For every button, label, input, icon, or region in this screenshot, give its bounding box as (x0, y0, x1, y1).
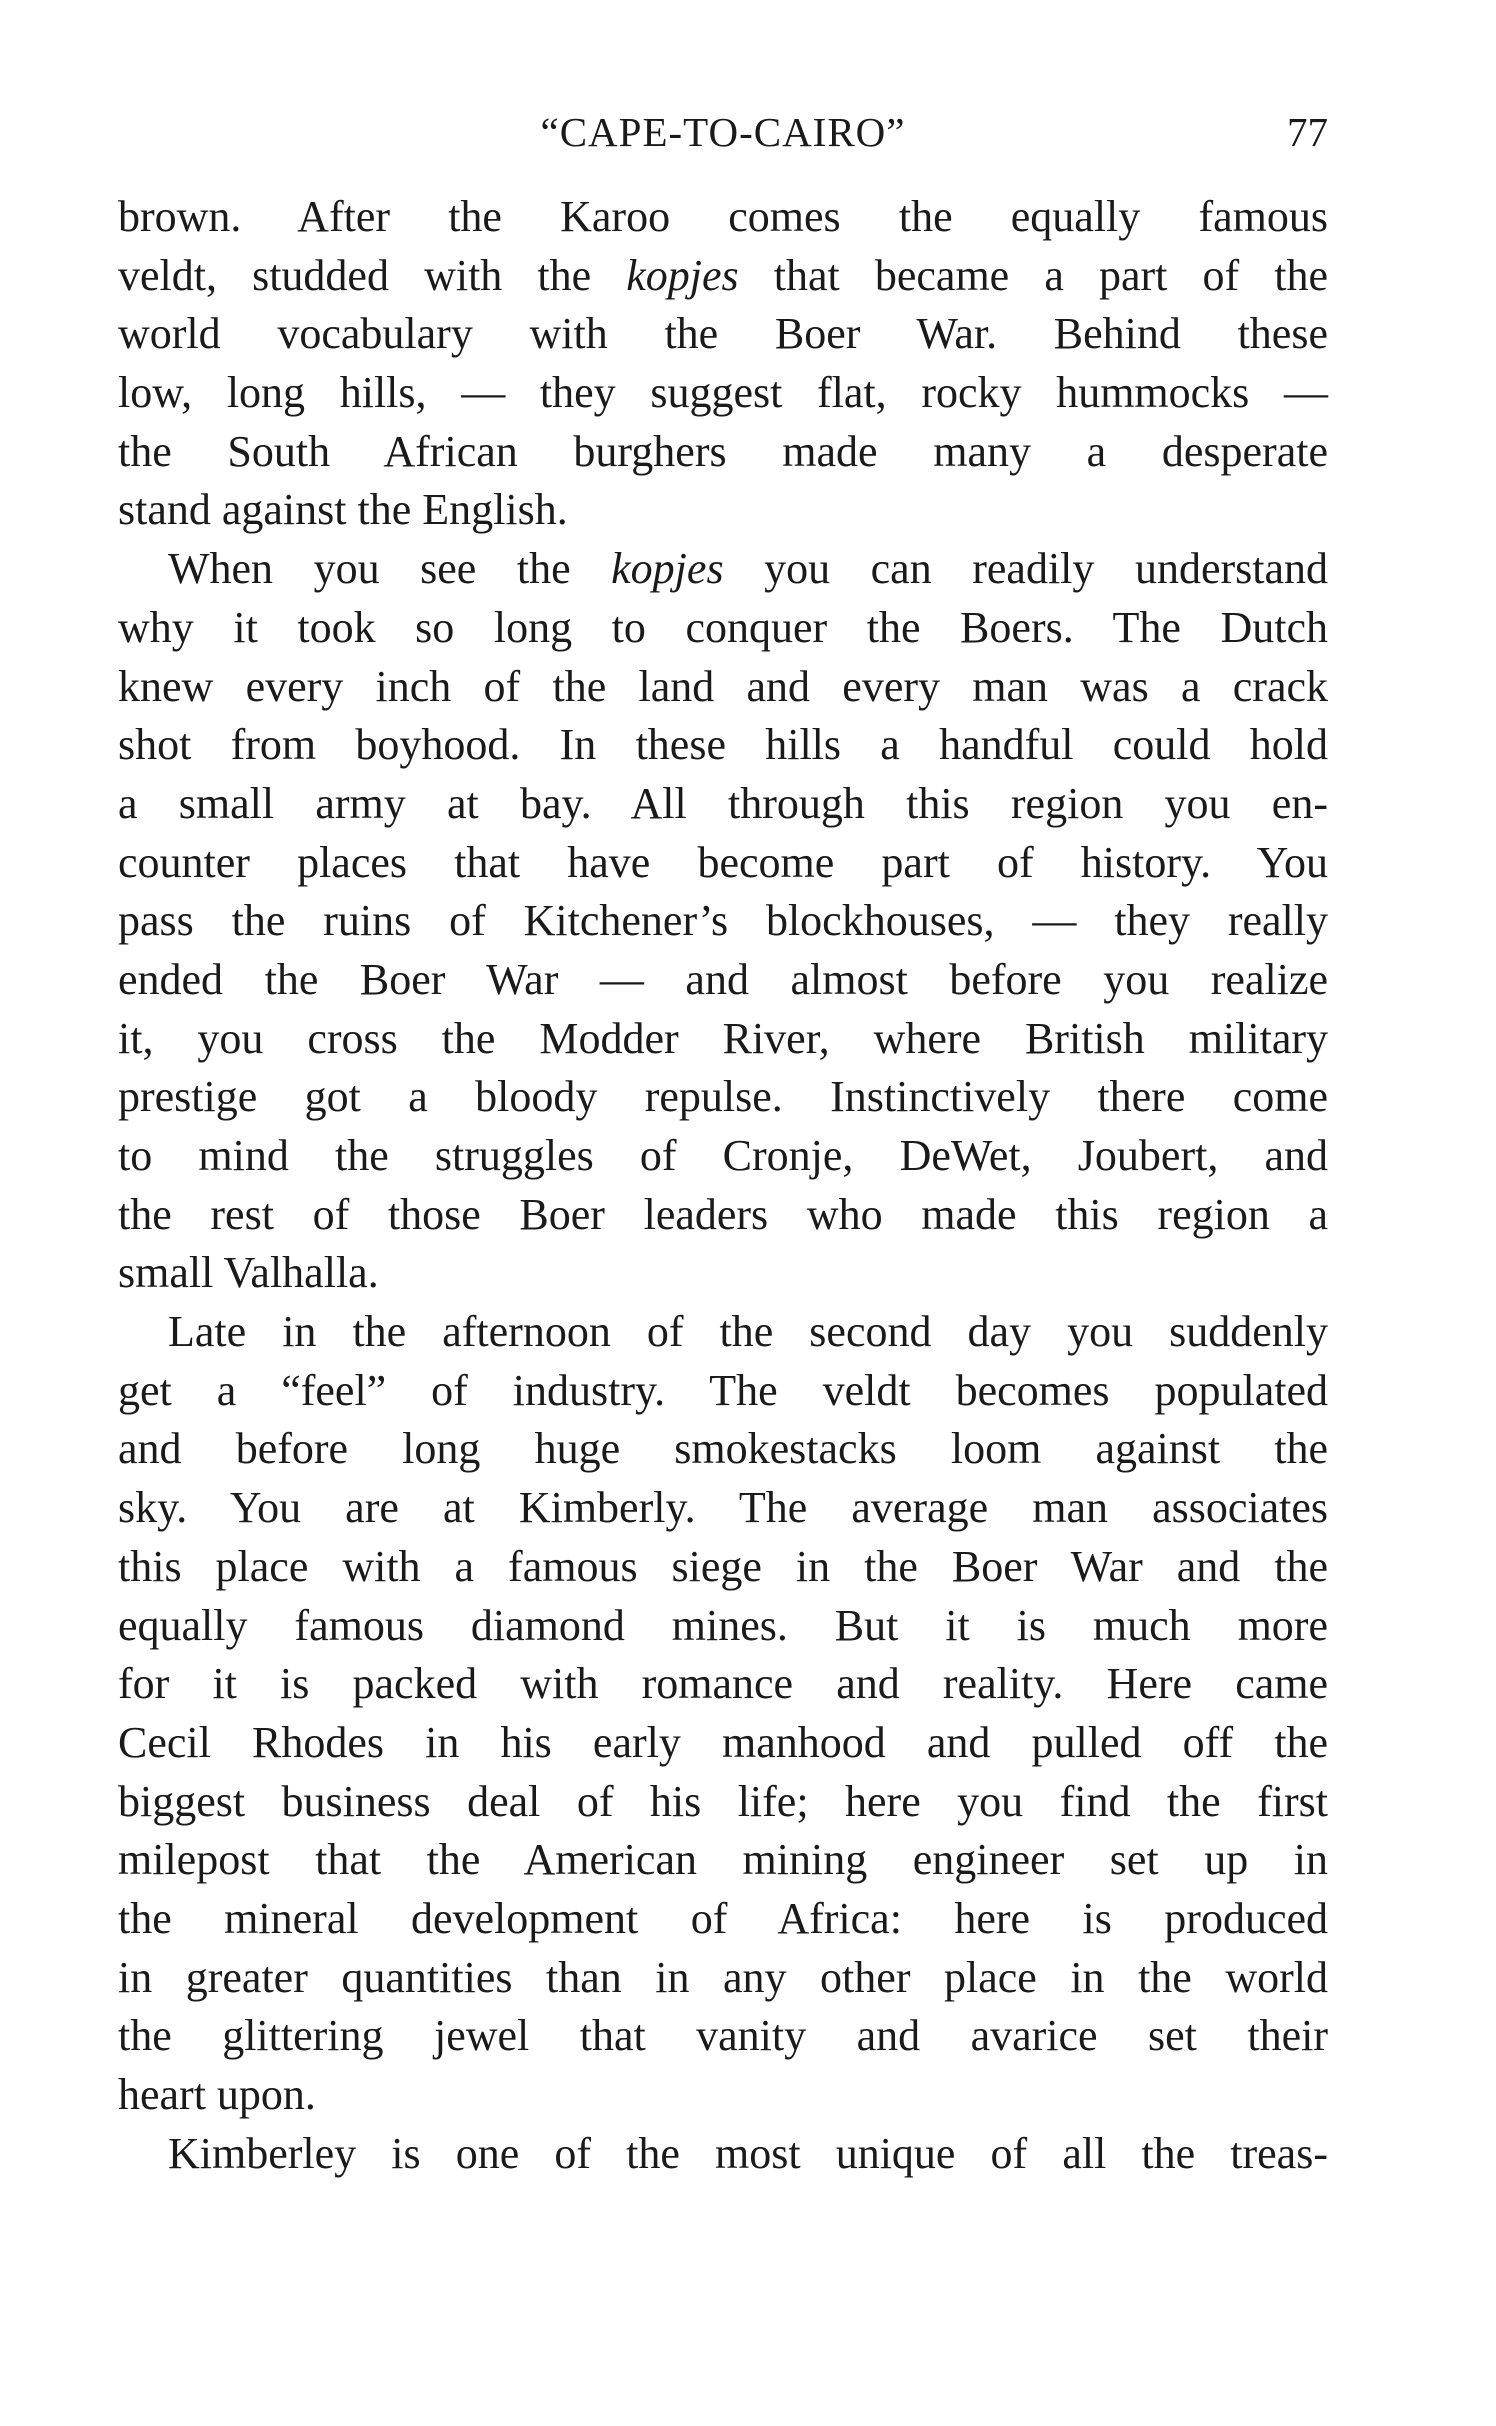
text-line: sky. You are at Kimberly. The average man associates (118, 1483, 1328, 1533)
text-line: why it took so long to conquer the Boers. The Dutch (118, 602, 1328, 652)
text-line: the rest of those Boer leaders who made this region a (118, 1189, 1328, 1239)
text-line: stand against the English. (118, 485, 568, 535)
text-line: the mineral development of Africa: here is produced (118, 1893, 1328, 1943)
text-line: low, long hills, — they suggest flat, rocky hummocks — (118, 368, 1328, 418)
text-line: to mind the struggles of Cronje, DeWet, Joubert, and (118, 1131, 1328, 1180)
body-text (118, 188, 1328, 2183)
running-title: “CAPE-TO-CAIRO” (540, 109, 906, 155)
text-line: this place with a famous siege in the Boer War and the (118, 1541, 1328, 1591)
text-line: equally famous diamond mines. But it is much more (118, 1600, 1328, 1650)
text-line: Cecil Rhodes in his early manhood and pulled off the (118, 1717, 1328, 1767)
text-line: shot from boyhood. In these hills a handful could hold (118, 720, 1328, 770)
text-line: milepost that the American mining engineer set up in (118, 1835, 1328, 1885)
text-line: biggest business deal of his life; here you find the first (118, 1776, 1328, 1826)
text-line: prestige got a bloody repulse. Instinctively there come (118, 1072, 1328, 1122)
text-line: the glittering jewel that vanity and avarice set their (118, 2011, 1328, 2061)
text-line: world vocabulary with the Boer War. Behind these (118, 309, 1328, 359)
text-line: get a “feel” of industry. The veldt becomes populated (118, 1365, 1328, 1415)
text-line: knew every inch of the land and every man was a crack (118, 661, 1328, 711)
text-line: a small army at bay. All through this region you en- (118, 778, 1328, 828)
text-line: heart upon. (118, 2070, 316, 2119)
text-line: it, you cross the Modder River, where British military (118, 1013, 1328, 1063)
text-line: veldt, studded with the kopjes that became a part of the (118, 250, 1328, 300)
text-line: ended the Boer War — and almost before you realize (118, 954, 1328, 1004)
text-line: and before long huge smokestacks loom against the (118, 1424, 1328, 1474)
page-number: 77 (1287, 109, 1328, 155)
text-line: Late in the afternoon of the second day you suddenly (168, 1307, 1328, 1357)
text-line: small Valhalla. (118, 1248, 379, 1298)
text-line: Kimberley is one of the most unique of all the treas- (168, 2128, 1328, 2178)
running-head (118, 108, 1328, 168)
text-line: pass the ruins of Kitchener’s blockhouses, — they really (118, 896, 1328, 946)
text-line: counter places that have become part of history. You (118, 837, 1328, 887)
text-line: for it is packed with romance and reality. Here came (118, 1659, 1328, 1709)
text-line: When you see the kopjes you can readily understand (168, 544, 1328, 594)
text-line: in greater quantities than in any other place in the world (118, 1952, 1328, 2002)
text-line: brown. After the Karoo comes the equally famous (118, 192, 1328, 241)
text-line: the South African burghers made many a desperate (118, 426, 1328, 476)
